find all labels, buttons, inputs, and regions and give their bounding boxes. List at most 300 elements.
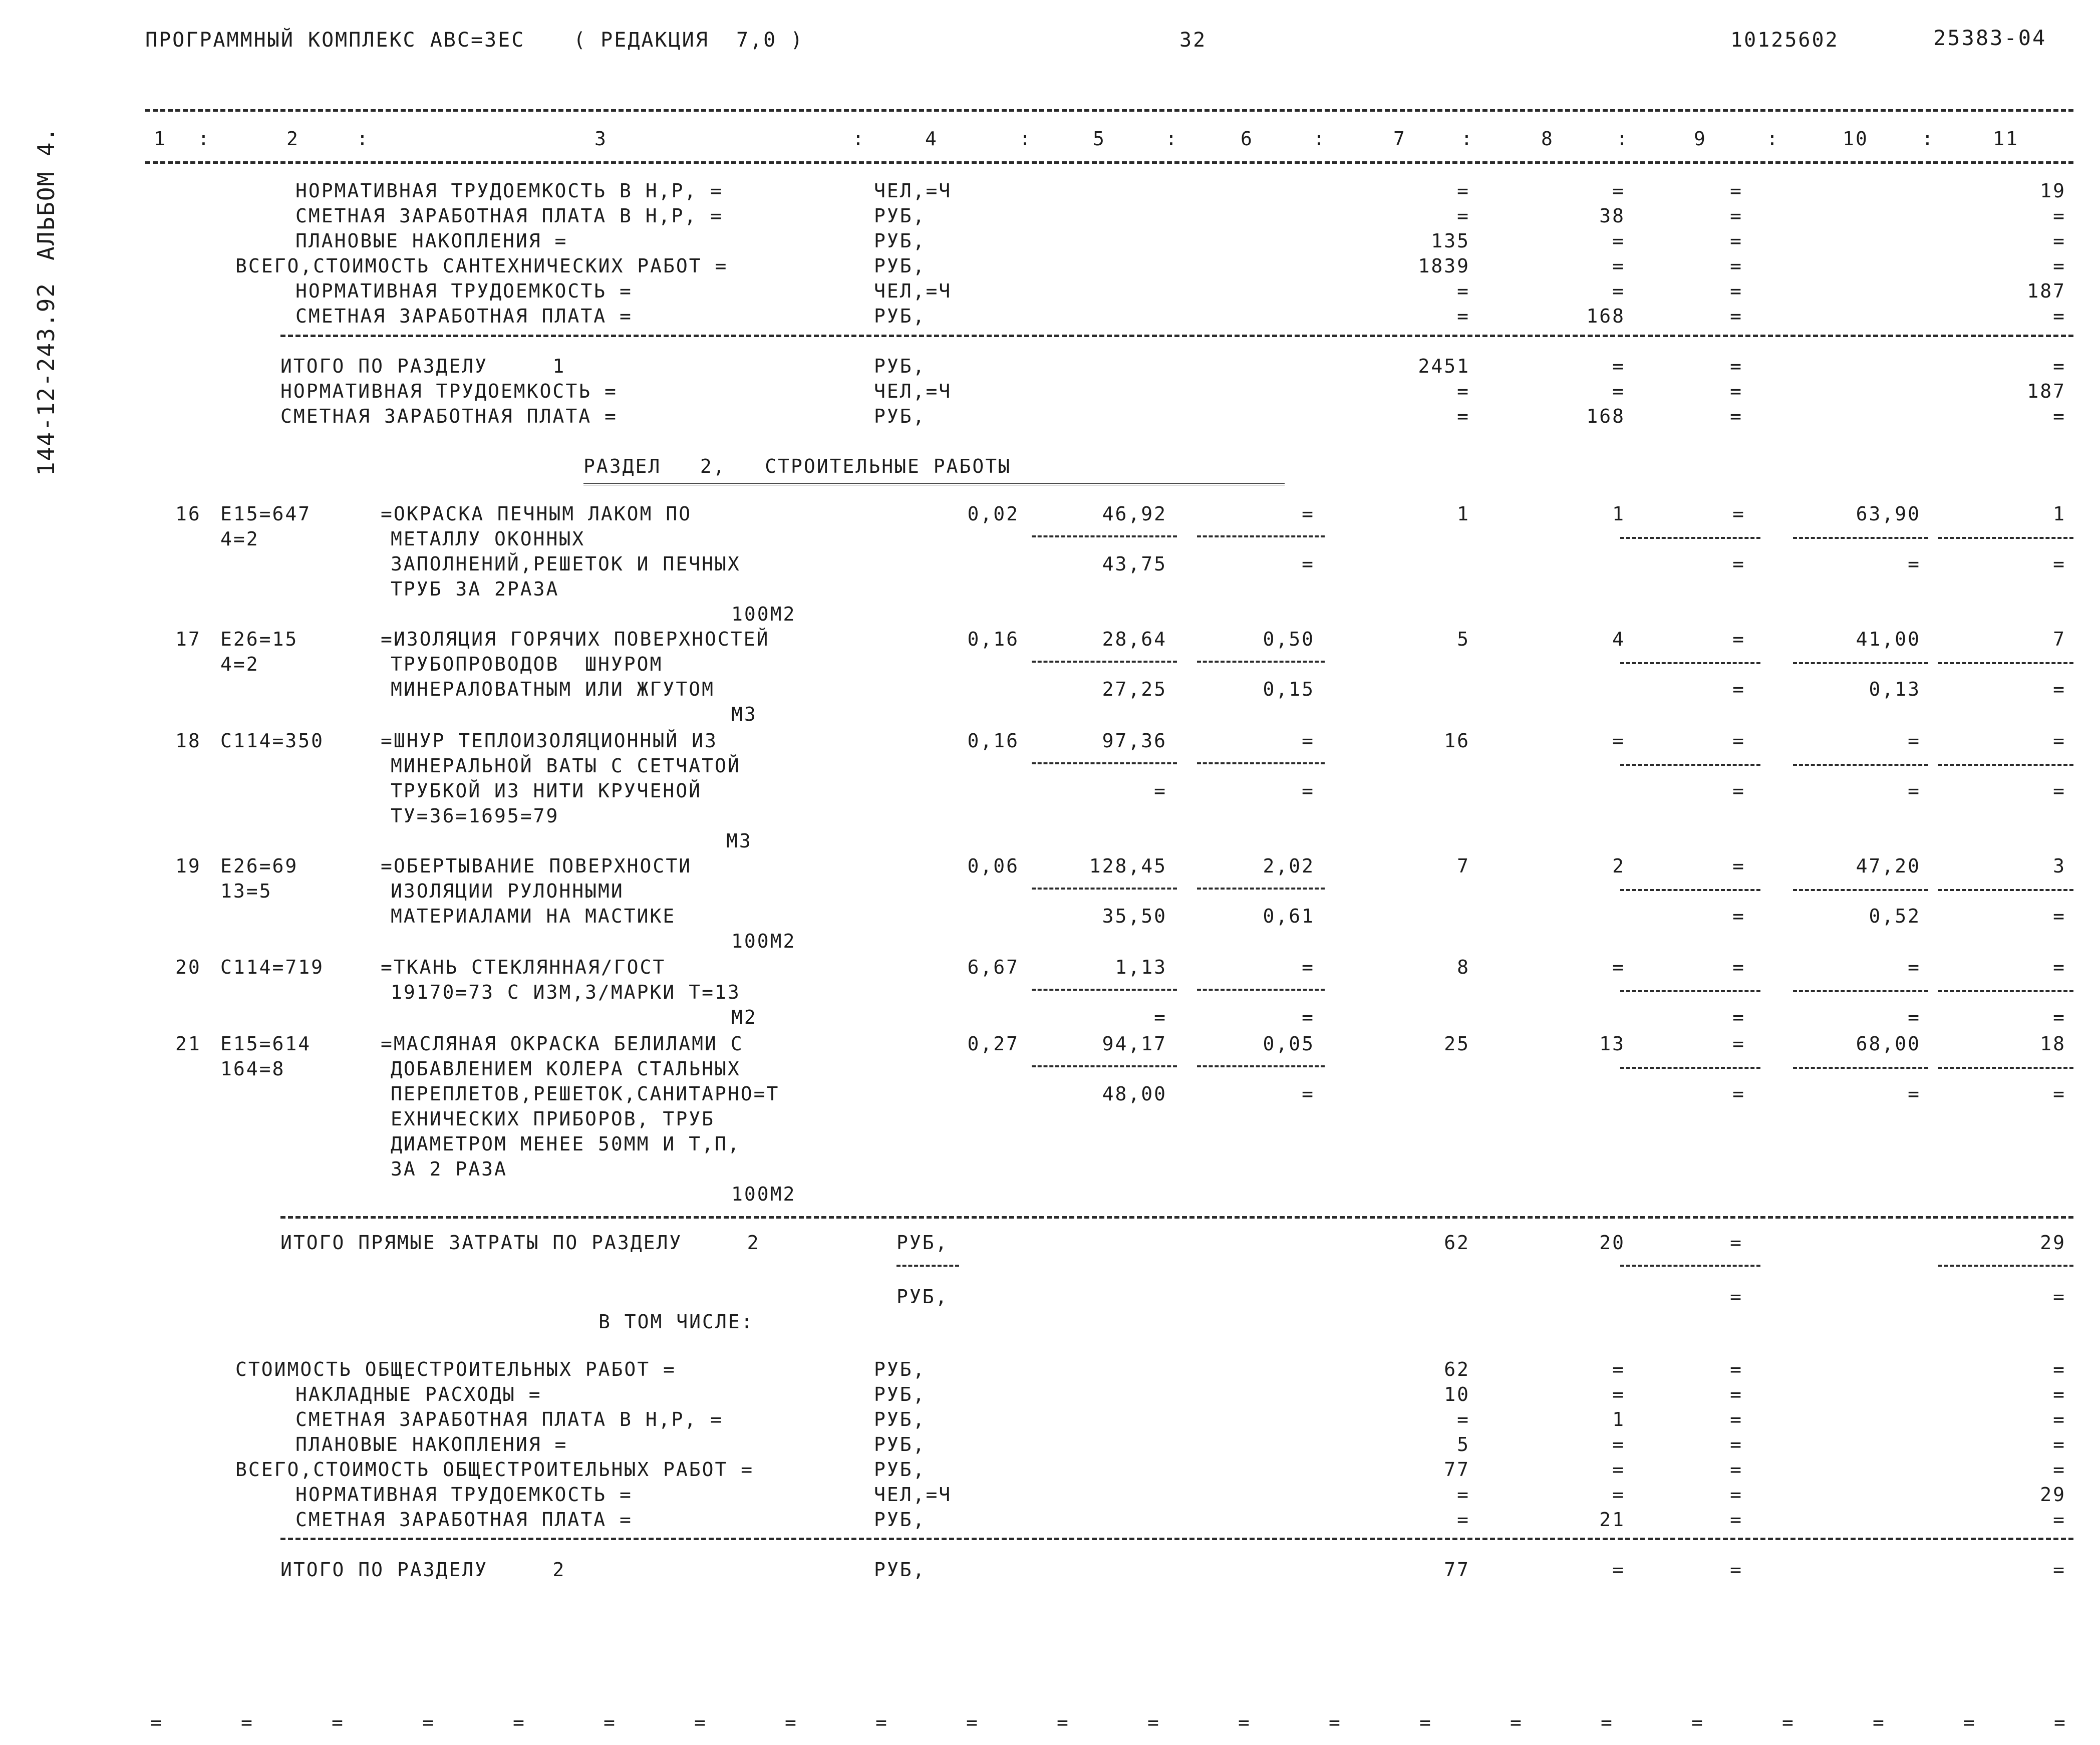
item-unit: М3 [731, 703, 757, 725]
row-label: ВСЕГО,СТОИМОСТЬ ОБЩЕСТРОИТЕЛЬНЫХ РАБОТ = [235, 1459, 754, 1481]
item-description-line: МАТЕРИАЛАМИ НА МАСТИКЕ [391, 905, 676, 927]
item-unit: 100М2 [731, 1183, 796, 1205]
row-unit: РУБ, [896, 1286, 949, 1308]
footer-mark: = [1329, 1711, 1342, 1733]
row-label: НОРМАТИВНАЯ ТРУДОЕМКОСТЬ = [280, 380, 618, 402]
row-unit: РУБ, [896, 1232, 949, 1254]
item-quantity: 0,16 [967, 730, 1019, 752]
column-header-6: 6 [1241, 128, 1254, 150]
row-unit: РУБ, [874, 1433, 926, 1456]
col7-value: = [1457, 180, 1470, 202]
col9-value: = [1732, 628, 1745, 650]
item-unit: 100М2 [731, 603, 796, 625]
row-unit: РУБ, [874, 1358, 926, 1380]
col8-value: 168 [1586, 405, 1625, 427]
row-label: НОРМАТИВНАЯ ТРУДОЕМКОСТЬ = [295, 280, 633, 302]
item-subcode: 13=5 [220, 880, 272, 902]
col11-value: = [2053, 1408, 2066, 1430]
item-quantity: 0,02 [967, 503, 1019, 525]
row-label: НОРМАТИВНАЯ ТРУДОЕМКОСТЬ = [295, 1484, 633, 1506]
album-number: 144-12-243.92 [33, 282, 60, 476]
item-quantity: 6,67 [967, 956, 1019, 978]
col9-value: = [1732, 1033, 1745, 1055]
col10-subvalue: = [1908, 780, 1921, 802]
footer-mark: = [1057, 1711, 1070, 1733]
column-header-11: 11 [1993, 128, 2019, 150]
item-code: С114=350 [220, 730, 325, 752]
col10-value: = [1908, 730, 1921, 752]
col8-value: = [1612, 1433, 1625, 1456]
footer-mark: = [875, 1711, 888, 1733]
col5-subvalue: = [1154, 780, 1167, 802]
column-separator: : [1019, 128, 1032, 150]
cell-underline [1793, 990, 1928, 992]
cell-underline [1793, 1067, 1928, 1069]
column-header-5: 5 [1093, 128, 1106, 150]
col6-value: = [1302, 730, 1315, 752]
col11-value: = [2053, 1358, 2066, 1380]
column-header-8: 8 [1541, 128, 1554, 150]
column-separator: : [852, 128, 865, 150]
col7-value: = [1457, 305, 1470, 327]
cell-underline [1793, 662, 1928, 664]
column-separator: : [1461, 128, 1474, 150]
col10-value: 68,00 [1856, 1033, 1921, 1055]
col8-value: = [1612, 180, 1625, 202]
section-title: РАЗДЕЛ 2, СТРОИТЕЛЬНЫЕ РАБОТЫ [583, 455, 1011, 477]
row-unit: РУБ, [874, 1408, 926, 1430]
footer-mark: = [1873, 1711, 1886, 1733]
cell-underline [1032, 535, 1177, 537]
col6-value: = [1302, 956, 1315, 978]
footer-mark: = [1691, 1711, 1704, 1733]
cell-underline [1793, 764, 1928, 766]
col6-subvalue: 0,61 [1263, 905, 1315, 927]
cell-underline [1620, 537, 1760, 539]
section-title-underline [583, 483, 1285, 485]
col9-value: = [1732, 855, 1745, 877]
column-separator: : [1313, 128, 1326, 150]
item-quantity: 0,16 [967, 628, 1019, 650]
col8-value: 4 [1612, 628, 1625, 650]
document-number: 25383-04 [1933, 26, 2047, 50]
col11-value: = [2053, 1559, 2066, 1581]
row-label: ИТОГО ПО РАЗДЕЛУ 2 [280, 1559, 566, 1581]
col9-subvalue: = [1730, 1286, 1743, 1308]
column-header-3: 3 [594, 128, 608, 150]
cell-underline [1032, 888, 1177, 890]
col8-value: = [1612, 355, 1625, 377]
col7-value: 77 [1444, 1459, 1470, 1481]
section2-rule [280, 1538, 2073, 1540]
album-label: АЛЬБОМ 4. [33, 126, 60, 260]
col11-value: 1 [2053, 503, 2066, 525]
item-description-line: =ШНУР ТЕПЛОИЗОЛЯЦИОННЫЙ ИЗ [381, 730, 718, 752]
item-description-line: ДОБАВЛЕНИЕМ КОЛЕРА СТАЛЬНЫХ [391, 1058, 741, 1080]
col7-value: 62 [1444, 1232, 1470, 1254]
column-separator: : [357, 128, 370, 150]
footer-mark: = [1419, 1711, 1432, 1733]
cell-underline [1032, 661, 1177, 663]
row-unit: РУБ, [874, 305, 926, 327]
col9-value: = [1730, 1358, 1743, 1380]
col8-value: 21 [1599, 1509, 1625, 1531]
item-quantity: 0,06 [967, 855, 1019, 877]
col9-value: = [1730, 1509, 1743, 1531]
col11-value: = [2053, 1509, 2066, 1531]
col9-value: = [1730, 1459, 1743, 1481]
row-unit: РУБ, [874, 255, 926, 277]
col9-value: = [1730, 1383, 1743, 1405]
col8-value: 2 [1612, 855, 1625, 877]
col11-value: 187 [2027, 280, 2066, 302]
item-description-line: ДИАМЕТРОМ МЕНЕЕ 50ММ И Т,П, [391, 1133, 741, 1155]
col11-value: = [2053, 1433, 2066, 1456]
col8-value: 1 [1612, 1408, 1625, 1430]
col9-value: = [1730, 1232, 1743, 1254]
column-separator: : [198, 128, 211, 150]
row-unit: РУБ, [874, 230, 926, 252]
col10-subvalue: = [1908, 1083, 1921, 1105]
col11-value: 29 [2040, 1484, 2066, 1506]
row-unit: ЧЕЛ,=Ч [874, 280, 952, 302]
column-header-1: 1 [154, 128, 167, 150]
col8-value: = [1612, 1383, 1625, 1405]
col5-subvalue: 43,75 [1102, 553, 1167, 575]
item-description-line: =ОКРАСКА ПЕЧНЫМ ЛАКОМ ПО [381, 503, 692, 525]
column-header-7: 7 [1393, 128, 1406, 150]
col11-value: = [2053, 355, 2066, 377]
col8-value: = [1612, 1459, 1625, 1481]
col11-value: = [2053, 205, 2066, 227]
row-unit: РУБ, [874, 1459, 926, 1481]
item-code: Е26=69 [220, 855, 298, 877]
item-quantity: 0,27 [967, 1033, 1019, 1055]
col9-value: = [1730, 405, 1743, 427]
col6-subvalue: = [1302, 553, 1315, 575]
edition: ( РЕДАКЦИЯ 7,0 ) [573, 29, 804, 52]
col9-value: = [1730, 1484, 1743, 1506]
col5-value: 28,64 [1102, 628, 1167, 650]
cell-underline [1032, 762, 1177, 764]
footer-mark: = [513, 1711, 526, 1733]
footer-mark: = [241, 1711, 254, 1733]
footer-mark: = [1147, 1711, 1160, 1733]
footer-mark: = [1782, 1711, 1795, 1733]
row-unit: РУБ, [874, 205, 926, 227]
col11-value: = [2053, 956, 2066, 978]
cell-underline [1793, 889, 1928, 891]
item-description-line: =ОБЕРТЫВАНИЕ ПОВЕРХНОСТИ [381, 855, 692, 877]
cell-underline [1032, 1065, 1177, 1067]
item-number: 16 [175, 503, 201, 525]
column-header-2: 2 [286, 128, 299, 150]
col7-value: = [1457, 280, 1470, 302]
col9-value: = [1730, 1433, 1743, 1456]
item-subcode: 4=2 [220, 528, 259, 550]
col6-value: = [1302, 503, 1315, 525]
col7-value: 77 [1444, 1559, 1470, 1581]
col9-subvalue: = [1732, 1006, 1745, 1028]
col9-value: = [1730, 180, 1743, 202]
item-code: С114=719 [220, 956, 325, 978]
row-label: ПЛАНОВЫЕ НАКОПЛЕНИЯ = [295, 1433, 568, 1456]
item-number: 17 [175, 628, 201, 650]
item-number: 18 [175, 730, 201, 752]
col7-value: = [1457, 380, 1470, 402]
cell-underline [1938, 990, 2073, 992]
col9-value: = [1732, 956, 1745, 978]
col7-value: = [1457, 1509, 1470, 1531]
col7-value: 62 [1444, 1358, 1470, 1380]
col7-value: = [1457, 205, 1470, 227]
col8-value: = [1612, 255, 1625, 277]
cell-underline [1197, 1065, 1325, 1067]
cell-underline [1938, 662, 2073, 664]
header-bottom-rule [145, 161, 2073, 164]
col10-value: 47,20 [1856, 855, 1921, 877]
row-label: СМЕТНАЯ ЗАРАБОТНАЯ ПЛАТА = [295, 305, 633, 327]
col11-value: = [2053, 255, 2066, 277]
column-header-9: 9 [1694, 128, 1707, 150]
col11-subvalue: = [2053, 1006, 2066, 1028]
col9-subvalue: = [1732, 553, 1745, 575]
col7-value: 7 [1457, 855, 1470, 877]
col6-value: 2,02 [1263, 855, 1315, 877]
item-description-line: ЗАПОЛНЕНИЙ,РЕШЕТОК И ПЕЧНЫХ [391, 553, 741, 575]
item-number: 20 [175, 956, 201, 978]
col7-value: 2451 [1418, 355, 1470, 377]
col9-subvalue: = [1732, 1083, 1745, 1105]
col11-value: = [2053, 1383, 2066, 1405]
cell-underline [1197, 989, 1325, 991]
col11-value: = [2053, 730, 2066, 752]
cell-underline [1938, 889, 2073, 891]
row-unit: РУБ, [874, 1383, 926, 1405]
col8-value: 1 [1612, 503, 1625, 525]
item-unit: М3 [726, 830, 752, 852]
cell-underline [1938, 1265, 2073, 1267]
item-number: 21 [175, 1033, 201, 1055]
footer-mark: = [1601, 1711, 1614, 1733]
col8-value: = [1612, 1484, 1625, 1506]
col5-subvalue: 48,00 [1102, 1083, 1167, 1105]
row-unit: РУБ, [874, 405, 926, 427]
col5-subvalue: 27,25 [1102, 678, 1167, 700]
program-title: ПРОГРАММНЫЙ КОМПЛЕКС АВС=3ЕС [145, 29, 525, 52]
item-description-line: ТУ=36=1695=79 [391, 805, 559, 827]
item-code: Е26=15 [220, 628, 298, 650]
col10-subvalue: 0,13 [1869, 678, 1921, 700]
item-number: 19 [175, 855, 201, 877]
cell-underline [1197, 888, 1325, 890]
cell-underline [1197, 661, 1325, 663]
col6-value: 0,05 [1263, 1033, 1315, 1055]
col9-subvalue: = [1732, 780, 1745, 802]
item-description-line: =ТКАНЬ СТЕКЛЯННАЯ/ГОСТ [381, 956, 666, 978]
column-header-10: 10 [1843, 128, 1869, 150]
col7-value: 25 [1444, 1033, 1470, 1055]
column-separator: : [1766, 128, 1779, 150]
footer-mark: = [422, 1711, 435, 1733]
col11-value: = [2053, 305, 2066, 327]
cell-underline [1032, 989, 1177, 991]
col7-value: 16 [1444, 730, 1470, 752]
item-description-line: ТРУБОПРОВОДОВ ШНУРОМ [391, 653, 663, 675]
document-code: 10125602 [1730, 29, 1839, 52]
col5-value: 128,45 [1089, 855, 1167, 877]
col5-value: 46,92 [1102, 503, 1167, 525]
col5-value: 97,36 [1102, 730, 1167, 752]
col6-subvalue: = [1302, 780, 1315, 802]
header-top-rule [145, 109, 2073, 112]
col11-value: 18 [2040, 1033, 2066, 1055]
cell-underline [896, 1265, 959, 1267]
item-description-line: =ИЗОЛЯЦИЯ ГОРЯЧИХ ПОВЕРХНОСТЕЙ [381, 628, 770, 650]
footer-mark: = [694, 1711, 707, 1733]
footer-mark: = [604, 1711, 617, 1733]
col5-subvalue: 35,50 [1102, 905, 1167, 927]
col11-subvalue: = [2053, 905, 2066, 927]
col9-value: = [1730, 255, 1743, 277]
item-description-line: МИНЕРАЛОВАТНЫМ ИЛИ ЖГУТОМ [391, 678, 715, 700]
cell-underline [1620, 889, 1760, 891]
row-label: СМЕТНАЯ ЗАРАБОТНАЯ ПЛАТА В Н,Р, = [295, 205, 723, 227]
col8-value: = [1612, 230, 1625, 252]
item-description-line: =МАСЛЯНАЯ ОКРАСКА БЕЛИЛАМИ С [381, 1033, 744, 1055]
col8-value: = [1612, 380, 1625, 402]
column-separator: : [1616, 128, 1629, 150]
col9-subvalue: = [1732, 678, 1745, 700]
item-description-line: 19170=73 С ИЗМ,3/МАРКИ Т=13 [391, 981, 741, 1003]
col6-value: 0,50 [1263, 628, 1315, 650]
col11-subvalue: = [2053, 1083, 2066, 1105]
col7-value: = [1457, 1408, 1470, 1430]
column-separator: : [1165, 128, 1178, 150]
section1-rule [280, 335, 2073, 337]
row-unit: РУБ, [874, 1559, 926, 1581]
col9-value: = [1730, 205, 1743, 227]
row-label: ПЛАНОВЫЕ НАКОПЛЕНИЯ = [295, 230, 568, 252]
col11-value: = [2053, 230, 2066, 252]
col7-value: = [1457, 405, 1470, 427]
col11-value: = [2053, 1459, 2066, 1481]
row-label: СМЕТНАЯ ЗАРАБОТНАЯ ПЛАТА = [280, 405, 618, 427]
page-number: 32 [1179, 29, 1207, 52]
col5-value: 1,13 [1115, 956, 1167, 978]
footer-mark: = [1238, 1711, 1251, 1733]
item-description-line: ИЗОЛЯЦИИ РУЛОННЫМИ [391, 880, 624, 902]
item-code: Е15=614 [220, 1033, 312, 1055]
col9-value: = [1730, 230, 1743, 252]
item-subcode: 164=8 [220, 1058, 285, 1080]
col6-subvalue: = [1302, 1006, 1315, 1028]
row-label: СМЕТНАЯ ЗАРАБОТНАЯ ПЛАТА В Н,Р, = [295, 1408, 723, 1430]
col9-value: = [1732, 730, 1745, 752]
footer-mark: = [966, 1711, 979, 1733]
col11-value: = [2053, 405, 2066, 427]
col8-value: 20 [1599, 1232, 1625, 1254]
col7-value: 1839 [1418, 255, 1470, 277]
row-unit: ЧЕЛ,=Ч [874, 380, 952, 402]
col7-value: 10 [1444, 1383, 1470, 1405]
row-unit: РУБ, [874, 1509, 926, 1531]
col5-subvalue: = [1154, 1006, 1167, 1028]
col8-value: = [1612, 1358, 1625, 1380]
col10-subvalue: = [1908, 1006, 1921, 1028]
col9-value: = [1730, 355, 1743, 377]
col11-subvalue: = [2053, 780, 2066, 802]
col9-value: = [1730, 1408, 1743, 1430]
item-description-line: МИНЕРАЛЬНОЙ ВАТЫ С СЕТЧАТОЙ [391, 755, 741, 777]
col10-value: 63,90 [1856, 503, 1921, 525]
col11-value: 29 [2040, 1232, 2066, 1254]
col8-value: = [1612, 730, 1625, 752]
col11-subvalue: = [2053, 553, 2066, 575]
col9-value: = [1730, 1559, 1743, 1581]
col10-subvalue: = [1908, 553, 1921, 575]
col8-value: = [1612, 956, 1625, 978]
col8-value: = [1612, 1559, 1625, 1581]
footer-mark: = [1510, 1711, 1523, 1733]
column-separator: : [1922, 128, 1935, 150]
row-label: ВСЕГО,СТОИМОСТЬ САНТЕХНИЧЕСКИХ РАБОТ = [235, 255, 728, 277]
item-description-line: МЕТАЛЛУ ОКОННЫХ [391, 528, 585, 550]
row-unit: ЧЕЛ,=Ч [874, 180, 952, 202]
col5-value: 94,17 [1102, 1033, 1167, 1055]
row-label: СМЕТНАЯ ЗАРАБОТНАЯ ПЛАТА = [295, 1509, 633, 1531]
cell-underline [1938, 764, 2073, 766]
cell-underline [1938, 537, 2073, 539]
item-unit: М2 [731, 1006, 757, 1028]
item-code: Е15=647 [220, 503, 312, 525]
col9-value: = [1730, 305, 1743, 327]
footer-mark: = [150, 1711, 163, 1733]
col8-value: 38 [1599, 205, 1625, 227]
item-subcode: 4=2 [220, 653, 259, 675]
col11-value: 3 [2053, 855, 2066, 877]
row-label: НОРМАТИВНАЯ ТРУДОЕМКОСТЬ В Н,Р, = [295, 180, 723, 202]
footer-mark: = [1963, 1711, 1976, 1733]
col7-value: 135 [1431, 230, 1470, 252]
col7-value: 5 [1457, 628, 1470, 650]
col9-value: = [1730, 280, 1743, 302]
col8-value: = [1612, 280, 1625, 302]
cell-underline [1197, 762, 1325, 764]
col7-value: = [1457, 1484, 1470, 1506]
column-header-4: 4 [925, 128, 938, 150]
col6-subvalue: 0,15 [1263, 678, 1315, 700]
row-label: НАКЛАДНЫЕ РАСХОДЫ = [295, 1383, 542, 1405]
col9-value: = [1730, 380, 1743, 402]
col9-value: = [1732, 503, 1745, 525]
col7-value: 5 [1457, 1433, 1470, 1456]
col8-value: 168 [1586, 305, 1625, 327]
item-description-line: ТРУБ ЗА 2РАЗА [391, 578, 559, 600]
cell-underline [1620, 1067, 1760, 1069]
col11-value: 19 [2040, 180, 2066, 202]
item-unit: 100М2 [731, 930, 796, 952]
col11-value: 187 [2027, 380, 2066, 402]
row-label: ИТОГО ПО РАЗДЕЛУ 1 [280, 355, 566, 377]
cell-underline [1938, 1067, 2073, 1069]
item-description-line: ПЕРЕПЛЕТОВ,РЕШЕТОК,САНИТАРНО=Т [391, 1083, 780, 1105]
col6-subvalue: = [1302, 1083, 1315, 1105]
row-unit: РУБ, [874, 355, 926, 377]
cell-underline [1620, 990, 1760, 992]
col10-value: = [1908, 956, 1921, 978]
col11-subvalue: = [2053, 678, 2066, 700]
